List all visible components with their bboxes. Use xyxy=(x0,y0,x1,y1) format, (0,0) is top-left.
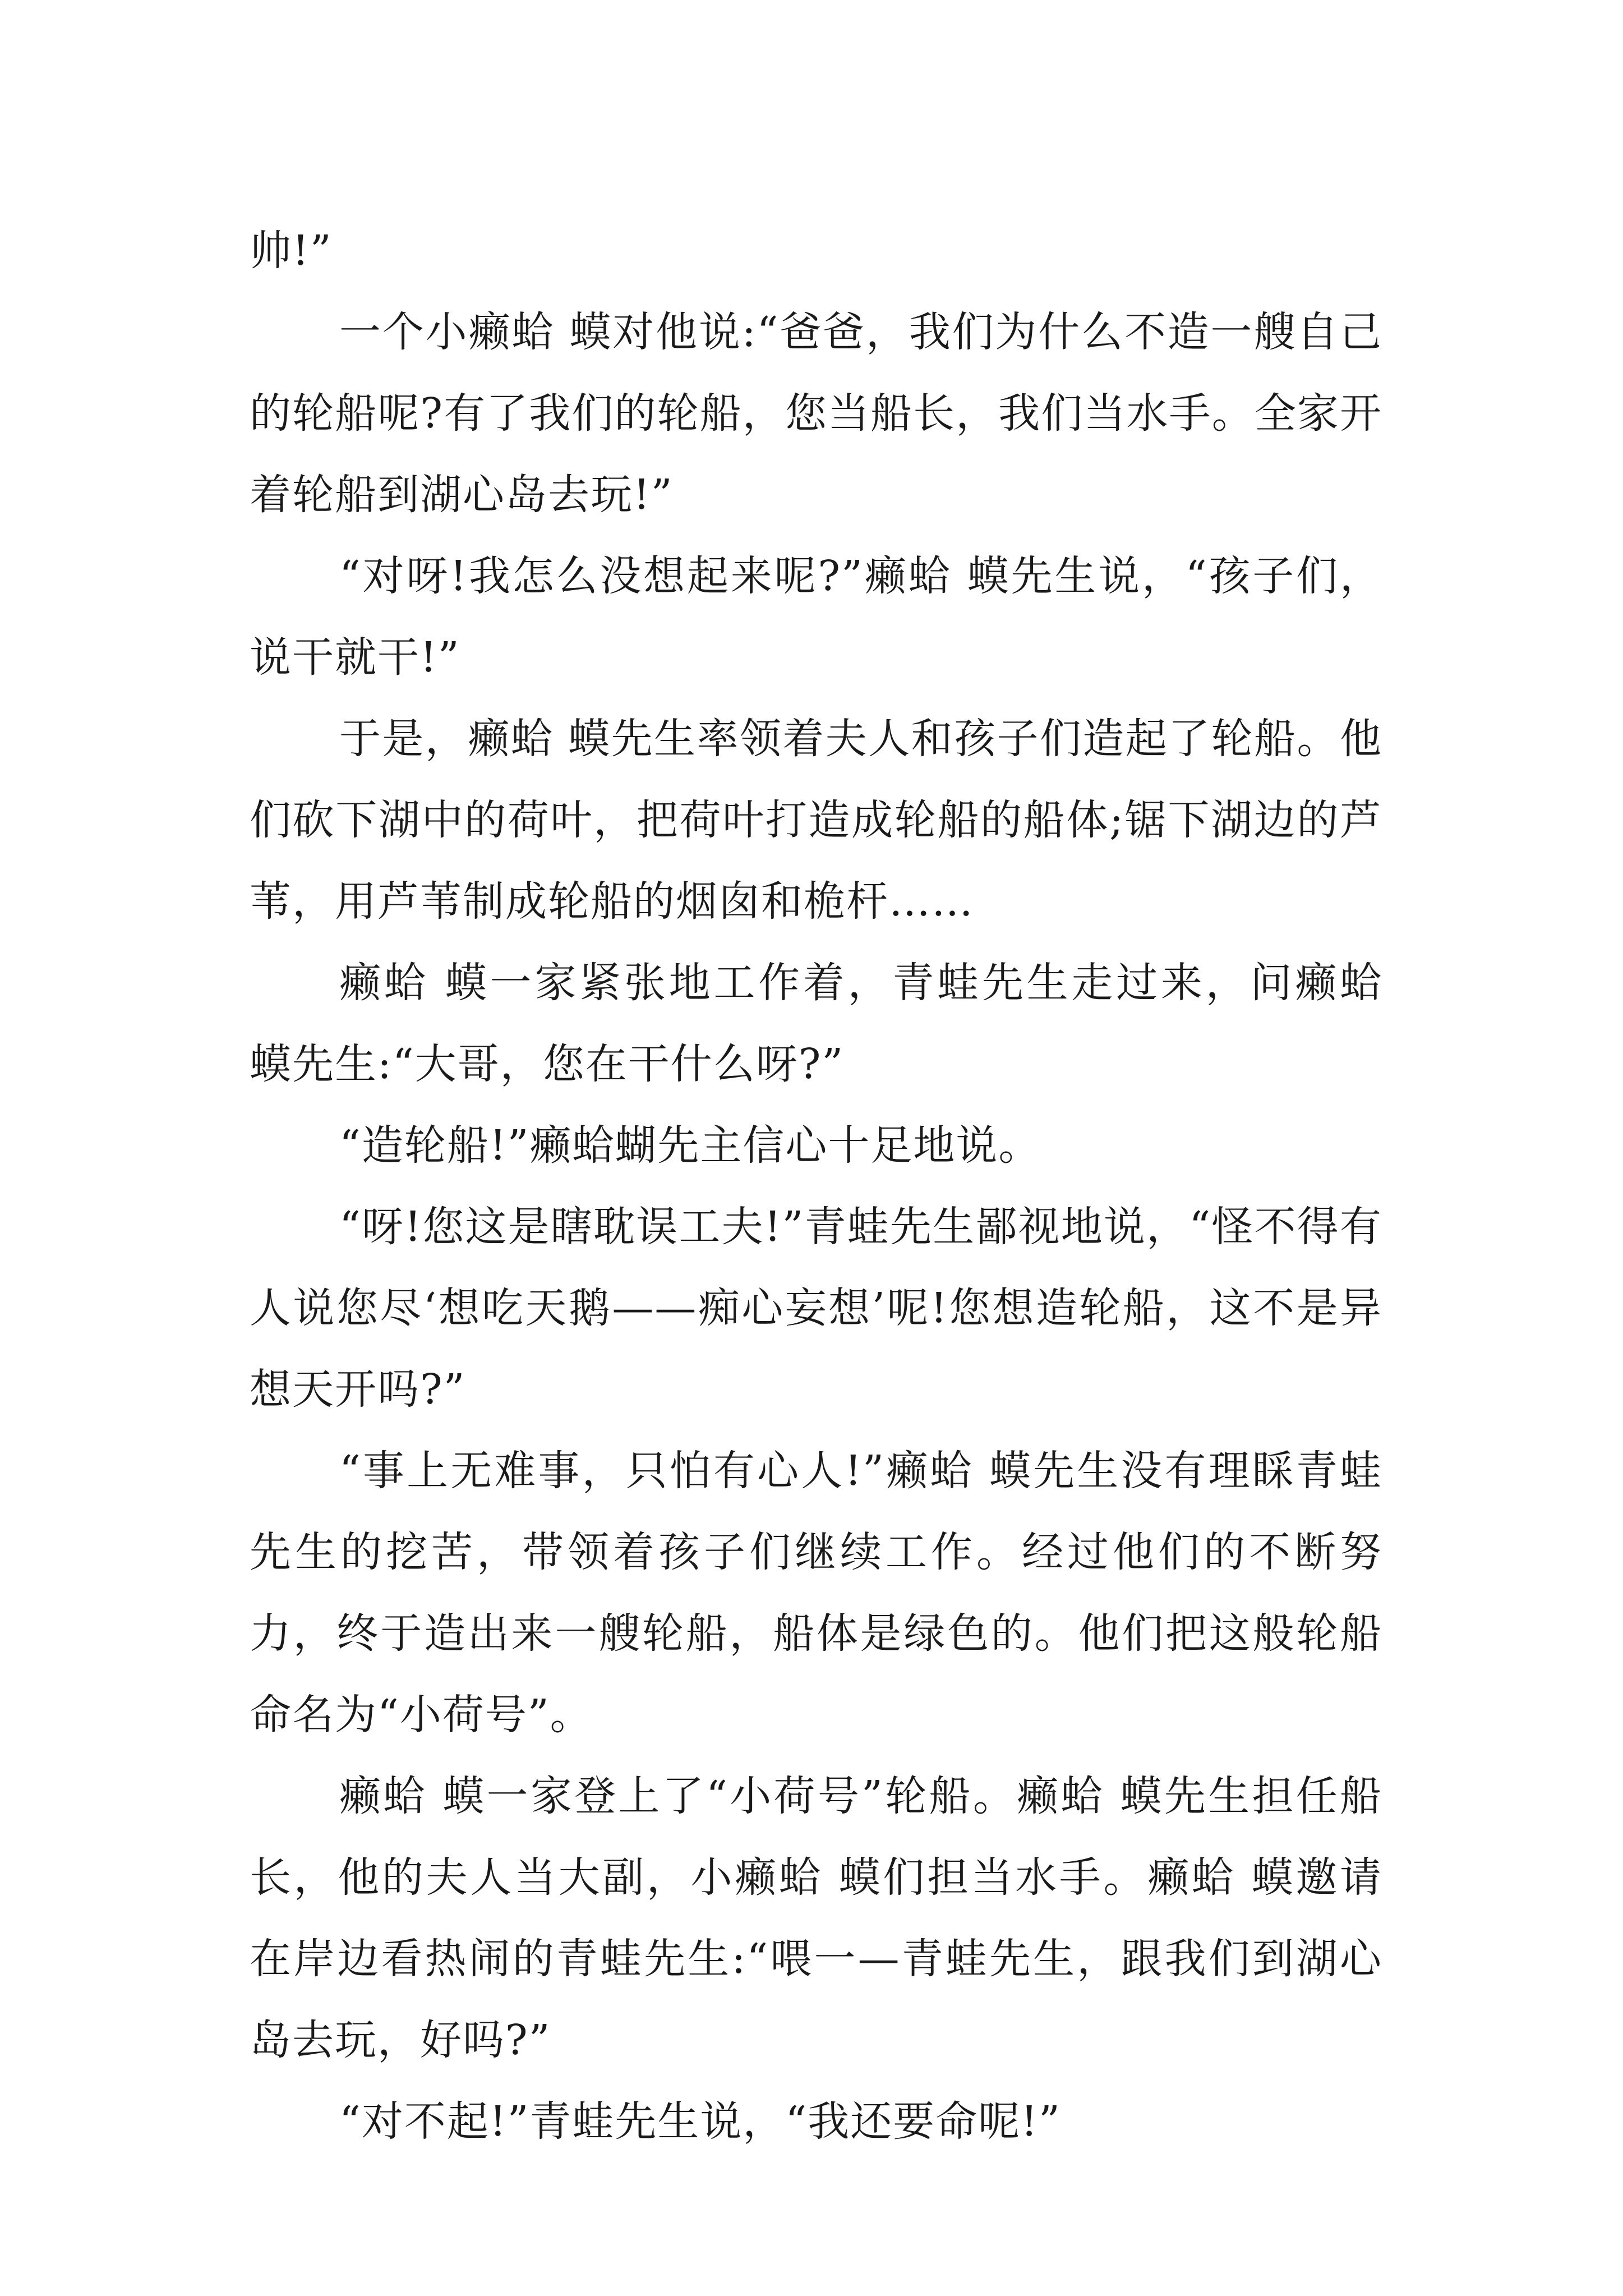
paragraph-1: 帅!” xyxy=(250,227,333,275)
paragraph-10: “对不起!”青蛙先生说，“我还要命呢!” xyxy=(339,2097,1061,2146)
paragraph-4: 于是，癞蛤 蟆先生率领着夫人和孩子们造起了轮船。他们砍下湖中的荷叶，把荷叶打造成轮船的船体;锯下湖边的芦苇，用芦苇制成轮船的烟囱和桅杆…… xyxy=(250,715,1382,926)
paragraph-8: “事上无难事，只怕有心人!”癞蛤 蟆先生没有理睬青蛙先生的挖苦，带领着孩子们继续工作。经过他们的不断努力，终于造出来一艘轮船，船体是绿色的。他们把这般轮船命名为“小荷号”。 xyxy=(250,1447,1382,1739)
paragraph-9: 癞蛤 蟆一家登上了“小荷号”轮船。癞蛤 蟆先生担任船长，他的夫人当大副，小癞蛤 蟆们担当水手。癞蛤 蟆邀请在岸边看热闹的青蛙先生:“喂一—青蛙先生，跟我们到湖心岛去玩，好吗?” xyxy=(250,1772,1382,2064)
paragraph-7: “呀!您这是瞎耽误工夫!”青蛙先生鄙视地说，“怪不得有人说您尽‘想吃天鹅——痴心妄想’呢!您想造轮船，这不是异想天开吗?” xyxy=(250,1203,1382,1414)
story-text xyxy=(250,210,1382,2162)
paragraph-5: 癞蛤 蟆一家紧张地工作着，青蛙先生走过来，问癞蛤 蟆先生:“大哥，您在干什么呀?” xyxy=(250,959,1382,1088)
paragraph-2: 一个小癞蛤 蟆对他说:“爸爸，我们为什么不造一艘自己的轮船呢?有了我们的轮船，您当船长，我们当水手。全家开着轮船到湖心岛去玩!” xyxy=(250,308,1382,519)
paragraph-6: “造轮船!”癞蛤蝴先主信心十足地说。 xyxy=(339,1121,1041,1170)
paragraph-3: “对呀!我怎么没想起来呢?”癞蛤 蟆先生说，“孩子们，说干就干!” xyxy=(250,552,1382,682)
